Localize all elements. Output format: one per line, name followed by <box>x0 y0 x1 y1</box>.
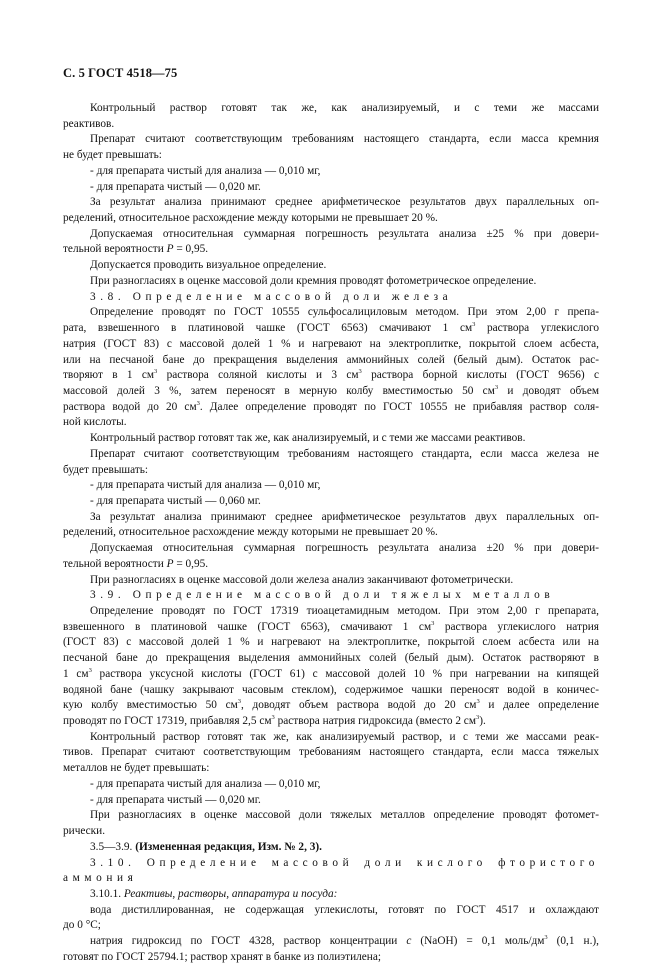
text-line: 3.8. Определение массовой доли железа <box>90 290 453 303</box>
text-line: Определение проводят по ГОСТ 10555 сульфосалициловым методом. При этом 2,00 г препа- <box>90 306 599 319</box>
text-line: При разногласиях в оценке массовой доли железа анализ заканчивают фотометрически. <box>90 573 514 586</box>
text-line: При разногласиях в оценке массовой доли кремния проводят фотометрическое определение. <box>90 274 537 287</box>
text-line: аммония <box>63 872 138 885</box>
text-line: массовой долей 3 %, затем переносят в мерную колбу вместимостью 50 $см^3$ и доводят объем <box>63 383 599 397</box>
text-line: ределений, относительное расхождение между которыми не превышает 20 %. <box>63 526 438 539</box>
text-line: до 0 °С; <box>63 919 101 932</box>
text-line: - для препарата чистый для анализа — 0,010 мг, <box>90 164 321 177</box>
text-line: 1 $см^3$ раствора уксусной кислоты (ГОСТ 61) с массовой долей 10 % при нагревании на кипящей <box>63 666 599 680</box>
text-line: ной кислоты. <box>63 416 127 429</box>
text-line: Допускаемая относительная суммарная погрешность результата анализа ±25 % при довери- <box>90 227 599 240</box>
text-line: 3.10. Определение массовой доли кислого фтористого <box>90 856 599 869</box>
text-line: Допускается проводить визуальное определение. <box>90 259 327 272</box>
text-line: 3.10.1. Реактивы, растворы, аппаратура и посуда: <box>90 887 338 900</box>
text-line: металлов не будет превышать: <box>63 762 210 775</box>
text-line: или на песчаной бане до прекращения выделения аммонийных солей (белый дым). Остаток рас- <box>63 353 599 366</box>
text-line: - для препарата чистый для анализа — 0,010 мг, <box>90 777 321 790</box>
text-line: - для препарата чистый — 0,020 мг. <box>90 180 261 193</box>
text-line: проводят по ГОСТ 17319, прибавляя 2,5 $см^3$ раствора натрия гидроксида (вместо 2 $см^3$). <box>63 714 486 728</box>
text-line: натрия (ГОСТ 83) с массовой долей 1 % и нагревают на электроплитке, покрытой слоем асбеста, <box>63 337 599 350</box>
text-line: За результат анализа принимают среднее арифметическое результатов двух параллельных оп- <box>90 510 599 523</box>
text-line: Контрольный раствор готовят так же, как анализируемый раствор, и с теми же массами реак- <box>90 730 599 743</box>
text-line: 3.5—3.9. (Измененная редакция, Изм. № 2, 3). <box>90 840 322 853</box>
document-body <box>63 101 599 966</box>
text-line: Препарат считают соответствующим требованиям настоящего стандарта, если масса железа не <box>90 447 599 460</box>
text-line: взвешенного в платиновой чашке (ГОСТ 6563), смачивают 1 $см^3$ раствора углекислого натрия <box>63 619 599 633</box>
text-line: творяют в 1 $см^3$ раствора соляной кислоты и 3 $см^3$ раствора борной кислоты (ГОСТ 9656) с <box>63 368 599 382</box>
text-line: кую колбу вместимостью 50 $см^3$, доводят объем раствора водой до 20 $см^3$ и далее определение <box>63 698 599 712</box>
text-line: будет превышать: <box>63 463 149 476</box>
text-line: Контрольный раствор готовят так же, как анализируемый, и с теми же массами реактивов. <box>90 432 526 445</box>
text-line: За результат анализа принимают среднее арифметическое результатов двух параллельных оп- <box>90 196 599 209</box>
text-line: готовят по ГОСТ 25794.1; раствор хранят в банке из полиэтилена; <box>63 950 381 963</box>
text-line: Определение проводят по ГОСТ 17319 тиоацетамидным методом. При этом 2,00 г препарата, <box>90 605 599 617</box>
text-line: - для препарата чистый для анализа — 0,010 мг, <box>90 479 321 492</box>
text-line: водяной бане (чашку закрывают часовым стеклом), содержимое чашки переносят водой в коничес- <box>63 683 599 696</box>
text-line: (ГОСТ 83) с массовой долей 1 % и нагревают на электроплитке, покрытой слоем асбеста или на <box>63 636 599 649</box>
text-line: Препарат считают соответствующим требованиям настоящего стандарта, если масса кремния <box>90 133 599 146</box>
text-line: натрия гидроксид по ГОСТ 4328, раствор концентрации c (NaOH) = 0,1 моль/$дм^3$ (0,1 н.), <box>90 934 599 948</box>
text-line: тельной вероятности P = 0,95. <box>63 557 209 570</box>
text-line: При разногласиях в оценке массовой доли тяжелых металлов определение проводят фотомет- <box>90 809 599 822</box>
page-header: С. 5 ГОСТ 4518—75 <box>63 66 178 80</box>
text-line: рически. <box>63 825 106 838</box>
text-line: Контрольный раствор готовят так же, как анализируемый, и с теми же массами <box>90 102 599 114</box>
text-line: ределений, относительное расхождение между которыми не превышает 20 %. <box>63 212 438 225</box>
text-line: тельной вероятности P = 0,95. <box>63 243 209 256</box>
text-line: раствора водой до 20 $см^3$. Далее определение проводят по ГОСТ 10555 не прибавляя раствор соля- <box>63 399 599 413</box>
text-line: реактивов. <box>63 117 115 130</box>
text-line: 3.9. Определение массовой доли тяжелых металлов <box>90 589 555 602</box>
text-line: рата, взвешенного в платиновой чашке (ГОСТ 6563) смачивают 1 $см^3$ раствора углекислого <box>63 321 599 335</box>
text-line: тивов. Препарат считают соответствующим требованиям настоящего стандарта, если масса тяжелых <box>63 746 599 759</box>
text-line: Допускаемая относительная суммарная погрешность результата анализа ±20 % при довери- <box>90 542 599 555</box>
text-line: - для препарата чистый — 0,060 мг. <box>90 494 261 507</box>
text-line: вода дистиллированная, не содержащая углекислоты, готовят по ГОСТ 4517 и охлаждают <box>90 903 599 916</box>
text-line: - для препарата чистый — 0,020 мг. <box>90 793 261 806</box>
text-line: песчаной бане до прекращения выделения аммонийных солей (белый дым). Остаток растворяют в <box>63 652 599 665</box>
text-line: не будет превышать: <box>63 149 162 162</box>
